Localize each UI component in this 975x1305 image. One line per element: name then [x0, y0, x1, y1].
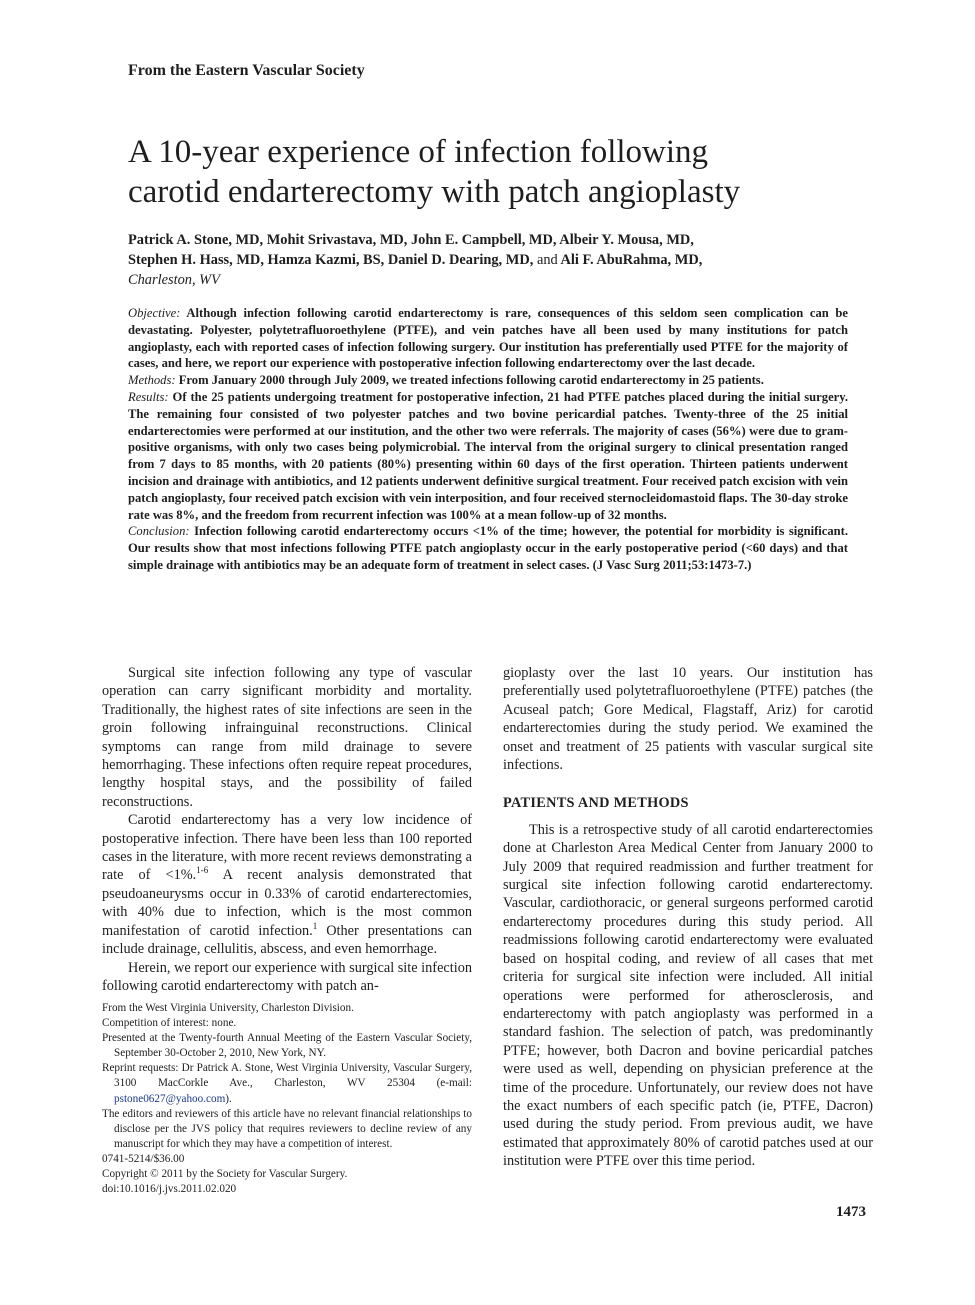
reference-superscript: 1	[312, 920, 318, 931]
abstract-methods	[128, 372, 848, 389]
abstract-conclusion	[128, 523, 848, 573]
body-paragraph: This is a retrospective study of all carotid endarterectomies done at Charleston Area Medical Center from January 2000 to July 2009 that required readmission and further treatment for surgical site infection following carotid endarterectomy. Vascular, cardiothoracic, or general surgeons performed carotid endarterectomy procedures during this study period. All readmissions following carotid endarterectomy were evaluated based on hospital coding, and review of all cases that met criteria for surgical site infection were included. All initial operations were performed for atherosclerosis, and endarterectomy with patch angioplasty was performed in a standard fashion. The selection of patch, was predominantly PTFE; however, both Dacron and bovine pericardial patches were used as well, depending on physician preference at the time of the procedure. Unfortunately, our review does not have the exact numbers of each specific patch (ie, PTFE, Dacron) used during the study period. From previous audit, we have estimated that approximately 80% of carotid patches used at our institution were PTFE over this time period.	[503, 821, 873, 1170]
body-paragraph	[102, 811, 472, 958]
footnote-text: Reprint requests: Dr Patrick A. Stone, West Virginia University, Vascular Surgery, 3100 MacCorkle Ave., Charleston, WV 25304 (e-mail:	[102, 1062, 472, 1090]
conclusion-label: Conclusion:	[128, 524, 190, 539]
footnote: Competition of interest: none.	[102, 1017, 237, 1030]
results-text: Of the 25 patients undergoing treatment for postoperative infection, 21 had PTFE patches placed during the initial surgery. The remaining four consisted of two polyester patches and two bovine pericardial patches. Twenty-three of the 25 initial endarterectomies were performed at our institution, and the other two were referrals. The majority of cases (56%) were due to gram-positive organisms, with only two cases being polymicrobial. The interval from the original surgery to clinical presentation ranged from 7 days to 85 months, with 20 patients (80%) presenting within 60 days of the first operation. Thirteen patients underwent incision and drainage with antibiotics, and 12 patients underwent definitive surgical treatment. Four received patch excision with vein patch angioplasty, four received patch excision with vein interposition, and four received sternocleidomastoid flaps. The 30-day stroke rate was 8%, and the freedom from recurrent infection was 100% at a mean follow-up of 32 months.	[128, 389, 848, 522]
body-column-left	[102, 664, 472, 995]
results-label: Results:	[128, 389, 169, 404]
abstract-objective	[128, 305, 848, 372]
body-paragraph: Herein, we report our experience with surgical site infection following carotid endarterectomy with patch an-	[102, 959, 472, 994]
methods-text: From January 2000 through July 2009, we treated infections following carotid endarterectomy in 25 patients.	[178, 373, 764, 388]
abstract	[128, 305, 848, 574]
page-number: 1473	[836, 1204, 866, 1220]
abstract-results	[128, 389, 848, 523]
footnote-text: ).	[225, 1092, 232, 1105]
footnote-reprint	[102, 1061, 472, 1106]
objective-label: Objective:	[128, 306, 181, 320]
title-line-1: A 10-year experience of infection following	[128, 134, 709, 170]
authors-line-1: Patrick A. Stone, MD, Mohit Srivastava, MD, John E. Campbell, MD, Albeir Y. Mousa, MD,	[128, 232, 694, 248]
body-paragraph: gioplasty over the last 10 years. Our institution has preferentially used polytetrafluoroethylene (PTFE) patches (the Acuseal patch; Gore Medical, Flagstaff, Ariz) for carotid endarterectomies during the study period. We examined the onset and treatment of 25 patients with vascular surgical site infections.	[503, 665, 873, 774]
objective-text: Although infection following carotid endarterectomy is rare, consequences of this seldom seen complication can be devastating. Polyester, polytetrafluoroethylene (PTFE), and vein patches have all been used by many institutions for patch angioplasty, each with reported cases of infection following surgery. Our institution has preferentially used PTFE for the majority of cases, and here, we report our experience with postoperative infection following endarterectomy over the last decade.	[128, 306, 848, 371]
methods-label: Methods:	[128, 373, 176, 388]
footnote: Presented at the Twenty-fourth Annual Meeting of the Eastern Vascular Society, September 30-October 2, 2010, New York, NY.	[102, 1032, 472, 1060]
body-text: Other presentations can include drainage, cellulitis, abscess, and even hemorrhage.	[102, 922, 472, 958]
conclusion-text: Infection following carotid endarterectomy occurs <1% of the time; however, the potential for morbidity is significant. Our results show that most infections following PTFE patch angioplasty occur in the early postoperative period (<60 days) and that simple drainage with antibiotics may be an adequate form of treatment in select cases.	[128, 524, 848, 572]
body-paragraph: Surgical site infection following any type of vascular operation can carry significant morbidity and mortality. Traditionally, the highest rates of site infections are seen in the groin following infrainguinal reconstructions. Clinical symptoms can range from mild drainage to severe hemorrhaging. These infections often require repeat procedures, lengthy hospital stays, and the possibility of failed reconstructions.	[102, 665, 472, 810]
email-link[interactable]: pstone0627@yahoo.com	[114, 1092, 226, 1105]
title-line-2: carotid endarterectomy with patch angioplasty	[128, 174, 741, 210]
body-column-right	[503, 664, 873, 1171]
authors-and: and	[536, 252, 558, 268]
footnote: From the West Virginia University, Charleston Division.	[102, 1002, 354, 1014]
section-label: From the Eastern Vascular Society	[128, 62, 365, 79]
footnote: 0741-5214/$36.00	[102, 1152, 185, 1165]
footnotes	[102, 1001, 472, 1197]
citation: (J Vasc Surg 2011;53:1473-7.)	[592, 557, 752, 572]
reference-superscript: 1-6	[196, 865, 209, 876]
footnote: Copyright © 2011 by the Society for Vascular Surgery.	[102, 1168, 348, 1181]
authors-line-2: Stephen H. Hass, MD, Hamza Kazmi, BS, Daniel D. Dearing, MD,	[128, 252, 534, 268]
article-title	[128, 132, 848, 212]
footnote: The editors and reviewers of this article have no relevant financial relationships to disclose per the JVS policy that requires reviewers to decline review of any manuscript for which they may have a competition of interest.	[102, 1107, 472, 1150]
affiliation: Charleston, WV	[128, 272, 220, 288]
body-text: Carotid endarterectomy has a very low incidence of postoperative infection. There have been less than 100 reported cases in the literature, with more recent reviews demonstrating a rate of <1%.	[102, 812, 472, 884]
footnote-doi: doi:10.1016/j.jvs.2011.02.020	[102, 1183, 237, 1196]
section-heading: PATIENTS AND METHODS	[503, 795, 689, 812]
author-list	[128, 230, 848, 290]
body-text: A recent analysis demonstrated that pseudoaneurysms occur in 0.33% of carotid endarterectomies, with 40% due to infection, which is the most common manifestation of carotid infection.	[102, 867, 472, 939]
authors-last: Ali F. AbuRahma, MD,	[560, 252, 703, 268]
